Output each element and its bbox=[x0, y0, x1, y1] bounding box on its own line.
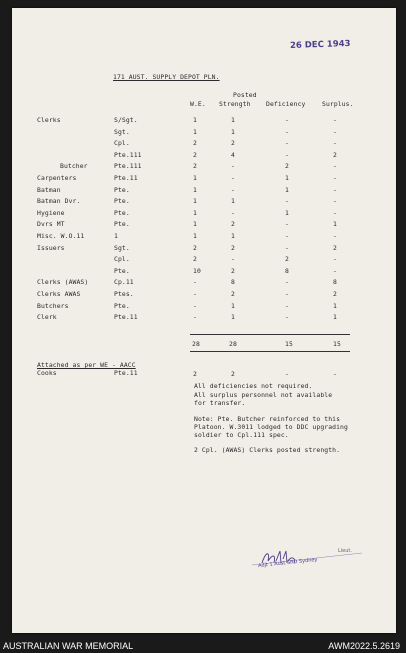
row-deficiency: 2 bbox=[285, 162, 289, 171]
row-we: 1 bbox=[193, 208, 197, 217]
row-posted: - bbox=[231, 185, 235, 194]
archive-footer bbox=[0, 637, 406, 653]
row-trade: Batman bbox=[37, 185, 61, 194]
row-posted: 1 bbox=[231, 116, 235, 124]
row-deficiency: - bbox=[285, 127, 289, 136]
row-surplus: - bbox=[333, 116, 337, 124]
row-rank: 1 bbox=[114, 232, 118, 240]
row-we: 2 bbox=[193, 139, 197, 148]
row-surplus: - bbox=[333, 208, 337, 217]
lieut-label: Lieut. bbox=[338, 548, 352, 554]
row-deficiency: - bbox=[285, 116, 289, 124]
row-we: 1 bbox=[193, 232, 197, 240]
row-we: 1 bbox=[193, 116, 197, 124]
row-deficiency: - bbox=[285, 278, 289, 287]
header-we: W.E. bbox=[190, 100, 206, 108]
row-we: 1 bbox=[193, 197, 197, 206]
row-deficiency: - bbox=[285, 220, 289, 229]
row-surplus: - bbox=[333, 266, 337, 275]
footer-institution: AUSTRALIAN WAR MEMORIAL bbox=[3, 641, 134, 651]
total-posted: 28 bbox=[229, 340, 237, 348]
total-rule-top bbox=[190, 334, 350, 335]
row-surplus: 1 bbox=[333, 220, 337, 229]
row-deficiency: 1 bbox=[285, 185, 289, 194]
row-we: - bbox=[193, 278, 197, 287]
row-rank: Pte.111 bbox=[114, 162, 142, 171]
row-trade: Butcher bbox=[60, 162, 88, 171]
row-rank: Pte. bbox=[114, 301, 130, 310]
header-posted-line1: Posted bbox=[233, 91, 257, 99]
row-trade: Dvrs MT bbox=[37, 220, 65, 229]
total-deficiency: 15 bbox=[285, 340, 293, 348]
total-rule-bottom bbox=[190, 351, 350, 352]
footer-accession: AWM2022.5.2619 bbox=[328, 641, 400, 651]
row-posted: 1 bbox=[231, 127, 235, 136]
row-surplus: - bbox=[333, 197, 337, 206]
note-awas-clerks: 2 Cpl. (AWAS) Clerks posted strength. bbox=[194, 446, 341, 454]
adjutant-stamp: Adjt 1 Aust SRD Sydney bbox=[257, 556, 318, 570]
row-rank: Ptes. bbox=[114, 290, 134, 298]
row-posted: - bbox=[231, 162, 235, 171]
row-posted: 8 bbox=[231, 278, 235, 287]
header-deficiency: Deficiency bbox=[266, 100, 306, 108]
row-surplus: 1 bbox=[333, 301, 337, 310]
row-rank: Pte. bbox=[114, 208, 130, 217]
row-posted: 2 bbox=[231, 139, 235, 148]
row-rank: Cp.11 bbox=[114, 278, 134, 287]
row-deficiency: - bbox=[285, 313, 289, 322]
row-posted: 2 bbox=[231, 266, 235, 275]
row-rank: Pte.111 bbox=[114, 150, 142, 159]
row-deficiency: - bbox=[285, 301, 289, 310]
row-we: - bbox=[193, 313, 197, 322]
row-rank: Pte. bbox=[114, 220, 130, 229]
row-surplus: 2 bbox=[333, 243, 337, 252]
row-rank: Pte.11 bbox=[114, 174, 138, 182]
row-surplus: - bbox=[333, 232, 337, 240]
row-trade: Misc. W.O.11 bbox=[37, 232, 85, 240]
row-deficiency: - bbox=[285, 150, 289, 159]
date-stamp: 26 DEC 1943 bbox=[289, 38, 351, 52]
row-trade: Issuers bbox=[37, 243, 65, 252]
cooks-rank: Pte.11 bbox=[114, 369, 138, 377]
row-we: 2 bbox=[193, 243, 197, 252]
row-posted: - bbox=[231, 174, 235, 182]
row-trade: Hygiene bbox=[37, 208, 65, 217]
row-rank: Cpl. bbox=[114, 255, 130, 264]
note-surplus-2: for transfer. bbox=[194, 399, 246, 407]
row-posted: - bbox=[231, 255, 235, 264]
row-deficiency: - bbox=[285, 197, 289, 206]
row-surplus: - bbox=[333, 127, 337, 136]
row-we: 2 bbox=[193, 150, 197, 159]
note-butcher-2: Platoon. W.3011 lodged to DDC upgrading bbox=[194, 423, 348, 431]
row-deficiency: 1 bbox=[285, 174, 289, 182]
row-surplus: - bbox=[333, 174, 337, 182]
row-posted: 1 bbox=[231, 301, 235, 310]
row-we: 2 bbox=[193, 255, 197, 264]
row-deficiency: - bbox=[285, 232, 289, 240]
row-we: 1 bbox=[193, 220, 197, 229]
row-we: 10 bbox=[193, 266, 201, 275]
row-posted: 1 bbox=[231, 197, 235, 206]
attached-heading: Attached as per WE - AACC bbox=[37, 361, 136, 369]
row-trade: Carpenters bbox=[37, 174, 77, 182]
row-rank: S/Sgt. bbox=[114, 116, 138, 124]
row-posted: - bbox=[231, 208, 235, 217]
row-trade: Clerk bbox=[37, 313, 57, 322]
row-surplus: 2 bbox=[333, 150, 337, 159]
row-we: - bbox=[193, 301, 197, 310]
cooks-posted: 2 bbox=[231, 370, 235, 378]
cooks-we: 2 bbox=[193, 370, 197, 378]
total-we: 28 bbox=[192, 340, 200, 348]
document-title: 171 AUST. SUPPLY DEPOT PLN. bbox=[113, 73, 220, 81]
row-rank: Pte.11 bbox=[114, 313, 138, 322]
cooks-deficiency: - bbox=[285, 370, 289, 378]
row-rank: Sgt. bbox=[114, 243, 130, 252]
row-deficiency: 2 bbox=[285, 255, 289, 264]
cooks-surplus: - bbox=[333, 370, 337, 378]
row-trade: Clerks (AWAS) bbox=[37, 278, 89, 287]
row-we: - bbox=[193, 290, 197, 298]
row-surplus: - bbox=[333, 162, 337, 171]
row-surplus: 1 bbox=[333, 313, 337, 322]
row-posted: 1 bbox=[231, 232, 235, 240]
row-rank: Pte. bbox=[114, 197, 130, 206]
row-posted: 1 bbox=[231, 313, 235, 322]
header-posted-line2: Strength bbox=[219, 100, 251, 108]
note-butcher-3: soldier to Cpl.111 spec. bbox=[194, 431, 289, 439]
cooks-trade: Cooks bbox=[37, 369, 57, 377]
row-rank: Cpl. bbox=[114, 139, 130, 148]
row-surplus: - bbox=[333, 255, 337, 264]
row-posted: 4 bbox=[231, 150, 235, 159]
row-surplus: 2 bbox=[333, 290, 337, 298]
row-surplus: - bbox=[333, 185, 337, 194]
row-trade: Clerks AWAS bbox=[37, 290, 81, 298]
note-butcher-1: Note: Pte. Butcher reinforced to this bbox=[194, 415, 341, 423]
row-rank: Sgt. bbox=[114, 127, 130, 136]
row-trade: Clerks bbox=[37, 116, 61, 124]
row-surplus: 8 bbox=[333, 278, 337, 287]
row-deficiency: - bbox=[285, 290, 289, 298]
note-surplus-1: All surplus personnel not available bbox=[194, 391, 333, 399]
row-posted: 2 bbox=[231, 243, 235, 252]
row-trade: Butchers bbox=[37, 301, 69, 310]
row-we: 2 bbox=[193, 162, 197, 171]
header-surplus: Surplus. bbox=[322, 100, 354, 108]
row-posted: 2 bbox=[231, 290, 235, 298]
row-we: 1 bbox=[193, 127, 197, 136]
row-deficiency: 1 bbox=[285, 208, 289, 217]
row-deficiency: - bbox=[285, 139, 289, 148]
row-deficiency: - bbox=[285, 243, 289, 252]
total-surplus: 15 bbox=[333, 340, 341, 348]
row-we: 1 bbox=[193, 174, 197, 182]
row-deficiency: 8 bbox=[285, 266, 289, 275]
row-rank: Pte. bbox=[114, 185, 130, 194]
row-rank: Pte. bbox=[114, 266, 130, 275]
row-we: 1 bbox=[193, 185, 197, 194]
row-trade: Batman Dvr. bbox=[37, 197, 81, 206]
row-posted: 2 bbox=[231, 220, 235, 229]
row-surplus: - bbox=[333, 139, 337, 148]
note-deficiencies: All deficiencies not required. bbox=[194, 382, 313, 390]
